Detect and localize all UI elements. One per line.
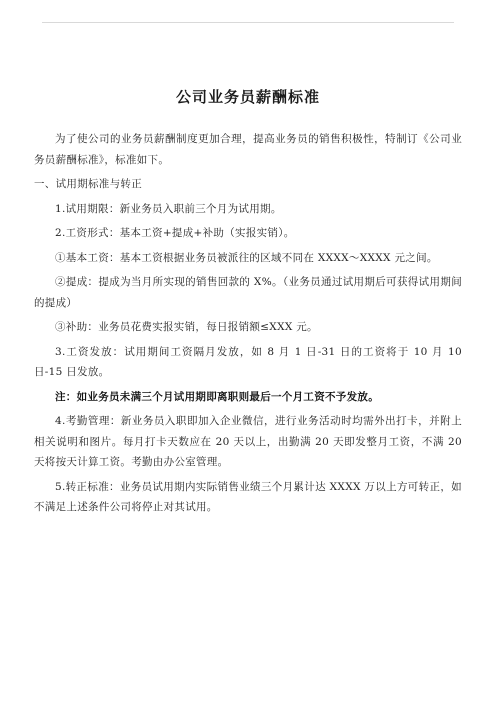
intro-paragraph: 为了使公司的业务员薪酬制度更加合理，提高业务员的销售积极性，特制订《公司业务员薪酬标准》，标准如下。 xyxy=(34,133,462,166)
section-heading: 一、试用期标准与转正 xyxy=(34,178,142,190)
item-salary-form: 2.工资形式：基本工资+提成+补助（实报实销）。 xyxy=(55,227,295,239)
item-attendance: 4.考勤管理：新业务员入职即加入企业微信，进行业务活动时均需外出打卡，并附上相关说明和图片。每月打卡天数应在 20 天以上，出勤满 20 天即发整月工资，不满 20 天将按天计算工资。考勤由办公室管理。 xyxy=(34,415,462,468)
item-note: 注：如业务员未满三个月试用期即离职则最后一个月工资不予发放。 xyxy=(55,390,379,403)
item-regularization: 5.转正标准：业务员试用期内实际销售业绩三个月累计达 XXXX 万以上方可转正，如不满足上述条件公司将停止对其试用。 xyxy=(34,480,462,513)
item-allowance: ③补助：业务员花费实报实销，每日报销额≤XXX 元。 xyxy=(55,321,318,333)
item-base-salary: ①基本工资：基本工资根据业务员被派往的区域不同在 XXXX～XXXX 元之间。 xyxy=(55,251,438,264)
document-title: 公司业务员薪酬标准 xyxy=(175,88,320,106)
item-commission: ②提成：提成为当月所实现的销售回款的 X%。（业务员通过试用期后可获得试用期间的提成） xyxy=(34,276,462,309)
header-rule xyxy=(42,22,454,23)
item-salary-payment: 3.工资发放：试用期间工资隔月发放，如 8 月 1 日-31 日的工资将于 10 月 10 日-15 日发放。 xyxy=(34,345,462,378)
document-page xyxy=(34,86,462,522)
item-trial-period: 1.试用期限：新业务员入职前三个月为试用期。 xyxy=(55,202,282,215)
